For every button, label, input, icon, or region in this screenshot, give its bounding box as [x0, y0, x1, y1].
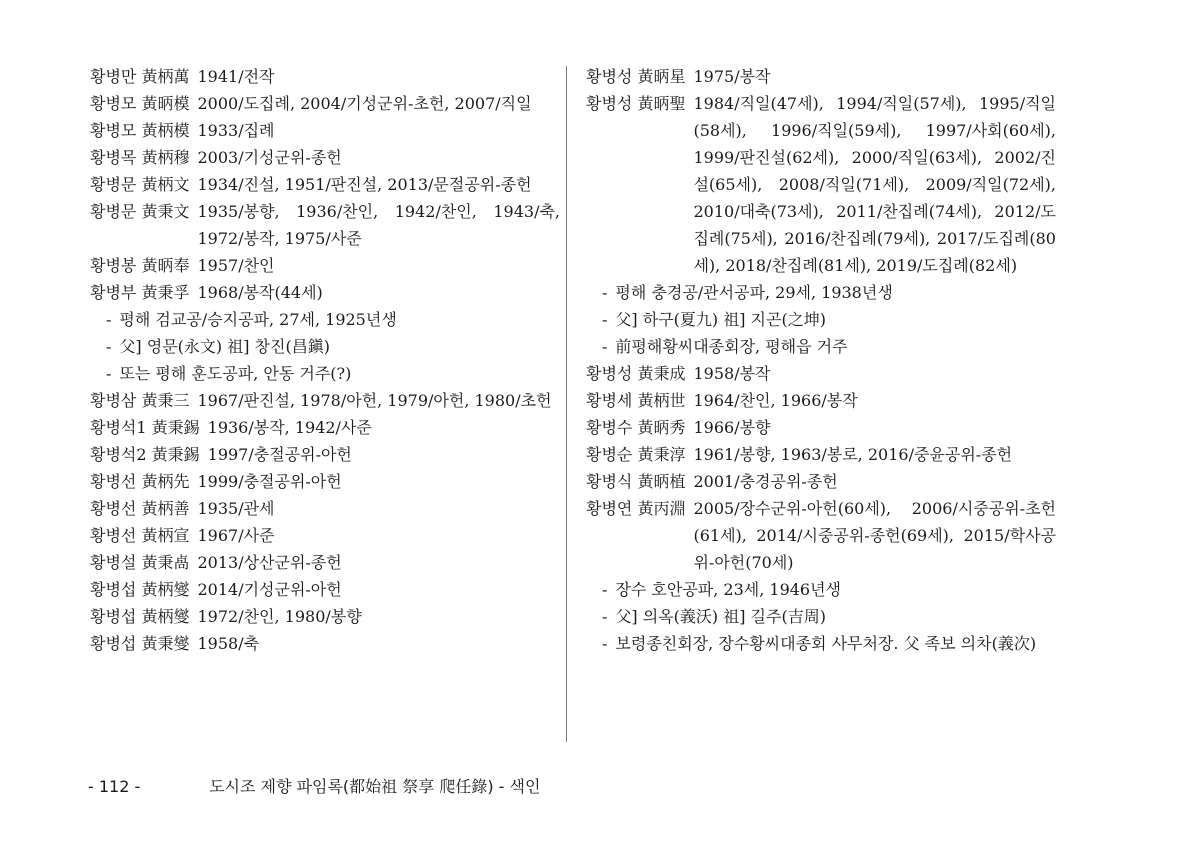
note-text: 父] 영문(永文) 祖] 창진(昌鎭) — [119, 337, 330, 356]
entry-description: 1997/충절공위-아헌 — [207, 445, 352, 464]
entry-description: 1966/봉향 — [693, 418, 771, 437]
index-entry — [90, 630, 560, 657]
entry-description: 1972/찬인, 1980/봉향 — [197, 607, 362, 626]
entry-description: 1999/충절공위-아헌 — [197, 472, 342, 491]
index-entry — [90, 279, 560, 306]
entry-name: 황병삼 黃秉三 — [90, 391, 190, 410]
index-entry — [90, 90, 560, 117]
page-number: - 112 - — [88, 777, 141, 796]
entry-name: 황병수 黃昞秀 — [586, 418, 686, 437]
entry-note — [586, 576, 1056, 603]
entry-description: 1964/찬인, 1966/봉작 — [693, 391, 858, 410]
index-entry — [586, 360, 1056, 387]
left-column — [90, 63, 560, 657]
entry-description: 2013/상산군위-종헌 — [197, 553, 342, 572]
entry-name: 황병설 黃秉卨 — [90, 553, 190, 572]
entry-note — [586, 630, 1056, 657]
entry-description: 1984/직일(47세), 1994/직일(57세), 1995/직일(58세), 1996/직일(59세), 1997/사회(60세), 1999/판진설(62세), 2000/직일(63세), 2002/진설(65세), 2008/직일(71세), 2009/직일(72세), 2010/대축(73세), 2011/찬집례(74세), 2012/도집례(75세), 2016/찬집례(79세), 2017/도집례(80세), 2018/찬집례(81세), 2019/도집례(82세) — [693, 94, 1056, 275]
dash-marker: - — [106, 364, 112, 383]
dash-marker: - — [106, 337, 112, 356]
entry-note — [586, 306, 1056, 333]
dash-marker: - — [602, 580, 608, 599]
entry-note — [90, 306, 560, 333]
entry-name: 황병세 黃柄世 — [586, 391, 686, 410]
index-entry — [586, 414, 1056, 441]
note-text: 보령종친회장, 장수황씨대종회 사무처장. 父 족보 의차(義次) — [615, 634, 1037, 653]
entry-name: 황병성 黃昞星 — [586, 67, 686, 86]
right-column — [586, 63, 1056, 657]
entry-name: 황병선 黃柄宣 — [90, 526, 190, 545]
dash-marker: - — [602, 283, 608, 302]
entry-name: 황병섭 黃柄燮 — [90, 580, 190, 599]
dash-marker: - — [602, 607, 608, 626]
entry-name: 황병봉 黃昞奉 — [90, 256, 190, 275]
index-entry — [586, 63, 1056, 90]
index-entry — [90, 549, 560, 576]
entry-note — [586, 333, 1056, 360]
entry-description: 2001/충경공위-종헌 — [693, 472, 838, 491]
note-text: 장수 호안공파, 23세, 1946년생 — [615, 580, 842, 599]
entry-name: 황병섭 黃秉燮 — [90, 634, 190, 653]
entry-name: 황병목 黃柄穆 — [90, 148, 190, 167]
entry-name: 황병모 黃昞模 — [90, 94, 190, 113]
entry-name: 황병순 黃秉淳 — [586, 445, 686, 464]
index-entry — [586, 441, 1056, 468]
entry-note — [586, 603, 1056, 630]
dash-marker: - — [602, 310, 608, 329]
index-entry — [586, 468, 1056, 495]
index-entry — [90, 63, 560, 90]
entry-name: 황병연 黃丙淵 — [586, 499, 686, 518]
entry-description: 1933/집례 — [197, 121, 275, 140]
index-entry — [90, 414, 560, 441]
page-footer — [88, 774, 540, 797]
index-entry — [586, 495, 1056, 576]
column-divider — [566, 66, 567, 742]
entry-name: 황병성 黃昞聖 — [586, 94, 686, 113]
note-text: 평해 충경공/관서공파, 29세, 1938년생 — [615, 283, 893, 302]
index-entry — [90, 495, 560, 522]
note-text: 父] 하구(夏九) 祖] 지곤(之坤) — [615, 310, 826, 329]
index-entry — [90, 603, 560, 630]
index-entry — [90, 468, 560, 495]
index-entry — [90, 171, 560, 198]
entry-note — [90, 360, 560, 387]
entry-description: 2000/도집례, 2004/기성군위-초헌, 2007/직일 — [197, 94, 532, 113]
entry-name: 황병식 黃昞植 — [586, 472, 686, 491]
index-entry — [90, 117, 560, 144]
entry-name: 황병석2 黃秉錫 — [90, 445, 200, 464]
entry-name: 황병만 黃柄萬 — [90, 67, 190, 86]
entry-description: 1934/진설, 1951/판진설, 2013/문절공위-종헌 — [197, 175, 532, 194]
entry-description: 1936/봉작, 1942/사준 — [207, 418, 372, 437]
entry-description: 1958/봉작 — [693, 364, 771, 383]
entry-note — [90, 333, 560, 360]
index-entry — [90, 522, 560, 549]
entry-description: 1935/관세 — [197, 499, 275, 518]
entry-description: 1958/축 — [197, 634, 260, 653]
entry-description: 1941/전작 — [197, 67, 275, 86]
note-text: 前평해황씨대종회장, 평해읍 거주 — [615, 337, 848, 356]
dash-marker: - — [602, 634, 608, 653]
entry-description: 1961/봉향, 1963/봉로, 2016/중윤공위-종헌 — [693, 445, 1013, 464]
entry-description: 2014/기성군위-아헌 — [197, 580, 342, 599]
index-entry — [90, 387, 560, 414]
entry-description: 1967/사준 — [197, 526, 275, 545]
index-entry — [586, 387, 1056, 414]
entry-name: 황병문 黃秉文 — [90, 202, 190, 221]
book-title: 도시조 제향 파임록(都始祖 祭享 爬任錄) - 색인 — [209, 777, 541, 796]
index-entry — [90, 198, 560, 252]
entry-description: 2005/장수군위-아헌(60세), 2006/시중공위-초헌(61세), 2014/시중공위-종헌(69세), 2015/학사공위-아헌(70세) — [693, 499, 1056, 572]
index-entry — [90, 576, 560, 603]
index-entry — [90, 441, 560, 468]
entry-note — [586, 279, 1056, 306]
note-text: 또는 평해 훈도공파, 안동 거주(?) — [119, 364, 352, 383]
note-text: 평해 검교공/승지공파, 27세, 1925년생 — [119, 310, 397, 329]
note-text: 父] 의옥(義沃) 祖] 길주(吉周) — [615, 607, 826, 626]
entry-name: 황병섭 黃柄燮 — [90, 607, 190, 626]
entry-description: 1935/봉향, 1936/찬인, 1942/찬인, 1943/축, 1972/봉작, 1975/사준 — [197, 202, 560, 248]
entry-description: 1957/찬인 — [197, 256, 275, 275]
index-entry — [90, 144, 560, 171]
entry-name: 황병모 黃柄模 — [90, 121, 190, 140]
entry-name: 황병석1 黃秉錫 — [90, 418, 200, 437]
dash-marker: - — [602, 337, 608, 356]
dash-marker: - — [106, 310, 112, 329]
entry-description: 2003/기성군위-종헌 — [197, 148, 342, 167]
entry-name: 황병부 黃秉孚 — [90, 283, 190, 302]
index-entry — [586, 90, 1056, 279]
entry-name: 황병선 黃柄善 — [90, 499, 190, 518]
entry-description: 1968/봉작(44세) — [197, 283, 323, 302]
entry-name: 황병성 黃秉成 — [586, 364, 686, 383]
entry-name: 황병선 黃柄先 — [90, 472, 190, 491]
index-entry — [90, 252, 560, 279]
entry-description: 1975/봉작 — [693, 67, 771, 86]
entry-name: 황병문 黃柄文 — [90, 175, 190, 194]
entry-description: 1967/판진설, 1978/아헌, 1979/아헌, 1980/초헌 — [197, 391, 552, 410]
